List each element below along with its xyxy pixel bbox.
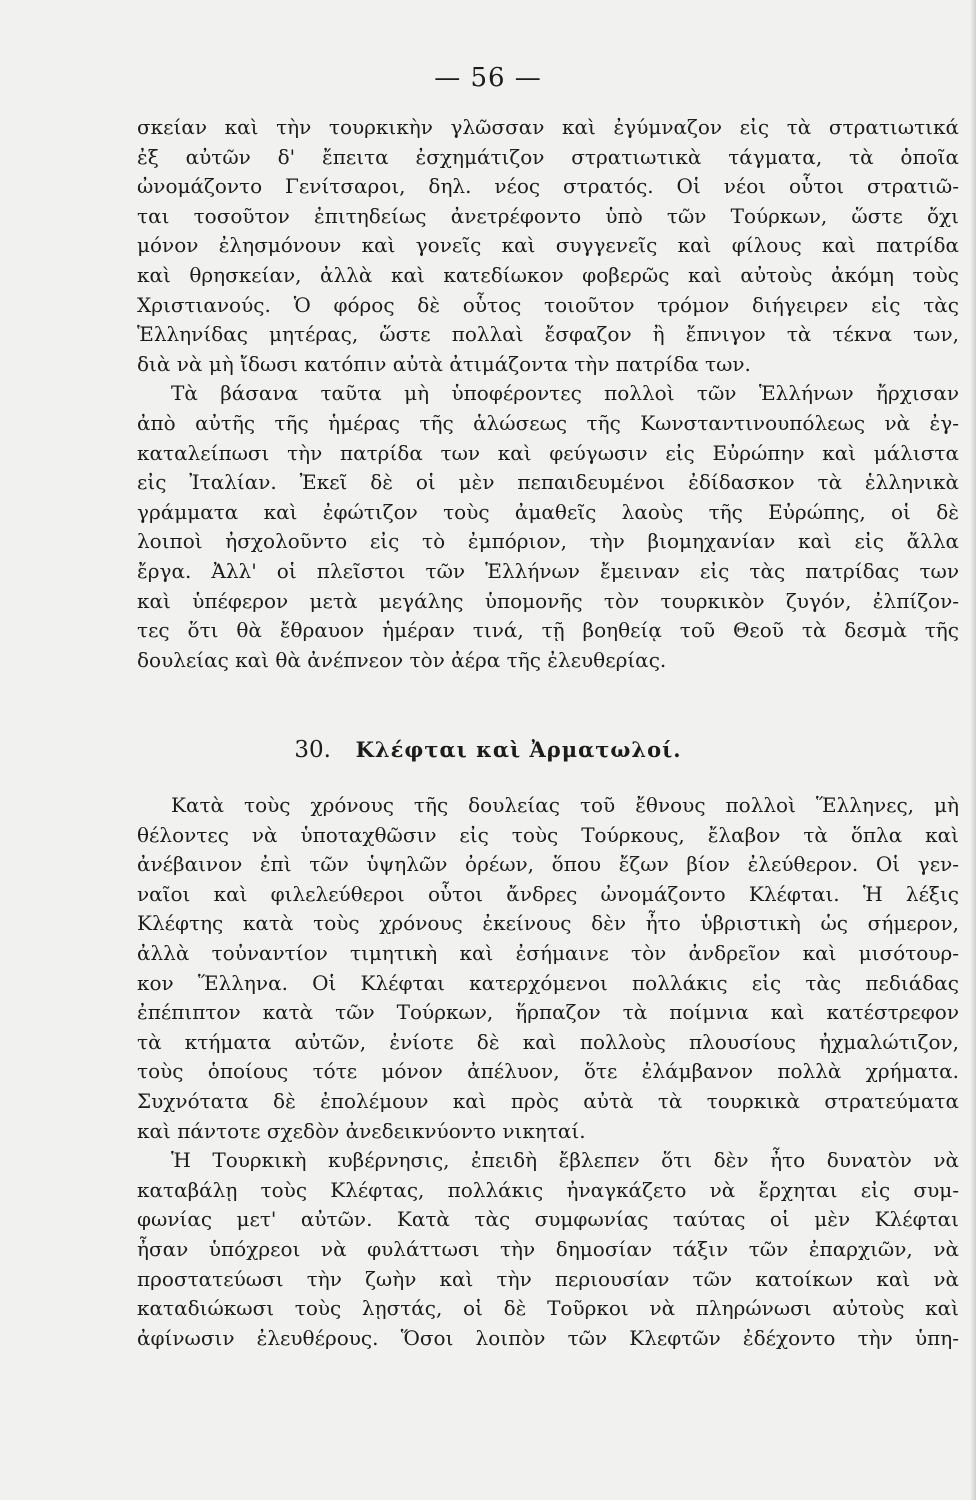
text-line: λοιποὶ ἠσχολοῦντο εἰς τὸ ἐμπόριον, τὴν βιομηχανίαν καὶ εἰς ἄλλα: [137, 529, 959, 554]
text-line: τες ὅτι θὰ ἔθραυον ἡμέραν τινά, τῇ βοηθείᾳ τοῦ Θεοῦ τὰ δεσμὰ τῆς: [137, 618, 959, 643]
text-line: καὶ πάντοτε σχεδὸν ἀνεδεικνύοντο νικηταί.: [137, 1118, 586, 1143]
section-number: 30.: [294, 737, 331, 763]
text-line: μόνον ἐλησμόνουν καὶ γονεῖς καὶ συγγενεῖς καὶ φίλους καὶ πατρίδα: [137, 233, 959, 258]
text-line: ἔργα. Ἀλλ' οἱ πλεῖστοι τῶν Ἑλλήνων ἔμειναν εἰς τὰς πατρίδας των: [137, 558, 959, 583]
text-line: γράμματα καὶ ἐφώτιζον τοὺς ἀμαθεῖς λαοὺς τῆς Εὐρώπης, οἱ δὲ: [137, 499, 959, 524]
text-line: ἐπέπιπτον κατὰ τῶν Τούρκων, ἥρπαζον τὰ ποίμνια καὶ κατέστρεφον: [137, 1000, 959, 1025]
text-line: προστατεύωσι τὴν ζωὴν καὶ τὴν περιουσίαν τῶν κατοίκων καὶ νὰ: [137, 1266, 959, 1291]
text-line: ὠνομάζοντο Γενίτσαροι, δηλ. νέος στρατός. Οἱ νέοι οὗτοι στρατιῶ-: [137, 174, 959, 199]
text-line: τοὺς ὁποίους τότε μόνον ἀπέλυον, ὅτε ἐλάμβανον πολλὰ χρήματα.: [137, 1059, 959, 1084]
section-body: [137, 791, 959, 1353]
text-line: καὶ θρησκείαν, ἀλλὰ καὶ κατεδίωκον φοβερῶς καὶ αὐτοὺς ἀκόμη τοὺς: [137, 262, 959, 287]
text-line: τὰ κτήματα αὐτῶν, ἐνίοτε δὲ καὶ πολλοὺς πλουσίους ἠχμαλώτιζον,: [137, 1029, 959, 1054]
section-title: Κλέφται καὶ Ἀρματωλοί.: [355, 737, 682, 762]
text-line: Συχνότατα δὲ ἐπολέμουν καὶ πρὸς αὐτὰ τὰ τουρκικὰ στρατεύματα: [137, 1088, 959, 1113]
text-line: διὰ νὰ μὴ ἴδωσι κατόπιν αὐτὰ ἀτιμάζοντα τὴν πατρίδα των.: [137, 351, 751, 376]
text-line: θέλοντες νὰ ὑποταχθῶσιν εἰς τοὺς Τούρκους, ἔλαβον τὰ ὅπλα καὶ: [137, 822, 959, 847]
text-line: Ἡ Τουρκικὴ κυβέρνησις, ἐπειδὴ ἔβλεπεν ὅτι δὲν ἦτο δυνατὸν νὰ: [171, 1148, 959, 1173]
text-line: ἐξ αὐτῶν δ' ἔπειτα ἐσχημάτιζον στρατιωτικὰ τάγματα, τὰ ὁποῖα: [137, 144, 959, 169]
top-paragraphs: [137, 113, 959, 675]
text-line: Κλέφτης κατὰ τοὺς χρόνους ἐκείνους δὲν ἦτο ὑβριστικὴ ὡς σήμερον,: [137, 911, 959, 936]
text-line: καταδιώκωσι τοὺς λῃστάς, οἱ δὲ Τοῦρκοι νὰ πληρώνωσι αὐτοὺς καὶ: [137, 1296, 959, 1321]
text-line: ἀπὸ αὐτῆς τῆς ἡμέρας τῆς ἁλώσεως τῆς Κωνσταντινουπόλεως νὰ ἐγ-: [137, 410, 959, 435]
text-line: Χριστιανούς. Ὁ φόρος δὲ οὗτος τοιοῦτον τρόμον διήγειρεν εἰς τὰς: [137, 292, 959, 317]
text-line: καὶ ὑπέφερον μετὰ μεγάλης ὑπομονῆς τὸν τουρκικὸν ζυγόν, ἐλπίζον-: [137, 588, 959, 613]
text-line: ται τοσοῦτον ἐπιτηδείως ἀνετρέφοντο ὑπὸ τῶν Τούρκων, ὥστε ὄχι: [137, 203, 959, 228]
text-line: καταβάλῃ τοὺς Κλέφτας, πολλάκις ἠναγκάζετο νὰ ἔρχηται εἰς συμ-: [137, 1177, 959, 1202]
text-line: ἦσαν ὑπόχρεοι νὰ φυλάττωσι τὴν δημοσίαν τάξιν τῶν ἐπαρχιῶν, νὰ: [137, 1236, 959, 1261]
text-line: ναῖοι καὶ φιλελεύθεροι οὗτοι ἄνδρες ὠνομάζοντο Κλέφται. Ἡ λέξις: [137, 881, 959, 906]
section-heading: [0, 735, 976, 765]
text-line: Κατὰ τοὺς χρόνους τῆς δουλείας τοῦ ἔθνους πολλοὶ Ἕλληνες, μὴ: [171, 793, 959, 817]
text-line: φωνίας μετ' αὐτῶν. Κατὰ τὰς συμφωνίας ταύτας οἱ μὲν Κλέφται: [137, 1207, 959, 1232]
text-line: ἀνέβαινον ἐπὶ τῶν ὑψηλῶν ὀρέων, ὅπου ἔζων βίον ἐλεύθερον. Οἱ γεν-: [137, 852, 959, 877]
text-line: Τὰ βάσανα ταῦτα μὴ ὑποφέροντες πολλοὶ τῶν Ἑλλήνων ἤρχισαν: [171, 381, 959, 406]
text-line: κον Ἕλληνα. Οἱ Κλέφται κατερχόμενοι πολλάκις εἰς τὰς πεδιάδας: [137, 970, 959, 995]
text-line: Ἑλληνίδας μητέρας, ὥστε πολλαὶ ἔσφαζον ἢ ἔπνιγον τὰ τέκνα των,: [137, 322, 959, 347]
text-line: σκείαν καὶ τὴν τουρκικὴν γλῶσσαν καὶ ἐγύμναζον εἰς τὰ στρατιωτικά: [137, 115, 959, 139]
text-line: ἀφίνωσιν ἐλευθέρους. Ὅσοι λοιπὸν τῶν Κλεφτῶν ἐδέχοντο τὴν ὑπη-: [137, 1325, 959, 1350]
text-line: καταλείπωσι τὴν πατρίδα των καὶ φεύγωσιν εἰς Εὐρώπην καὶ μάλιστα: [137, 440, 959, 465]
text-line: εἰς Ἰταλίαν. Ἐκεῖ δὲ οἱ μὲν πεπαιδευμένοι ἐδίδασκον τὰ ἑλληνικὰ: [137, 470, 959, 495]
page-number: — 56 —: [434, 63, 542, 93]
text-line: ἀλλὰ τοὐναντίον τιμητικὴ καὶ ἐσήμαινε τὸν ἀνδρεῖον καὶ μισότουρ-: [137, 940, 959, 965]
text-line: δουλείας καὶ θὰ ἀνέπνεον τὸν ἀέρα τῆς ἐλευθερίας.: [137, 647, 667, 672]
